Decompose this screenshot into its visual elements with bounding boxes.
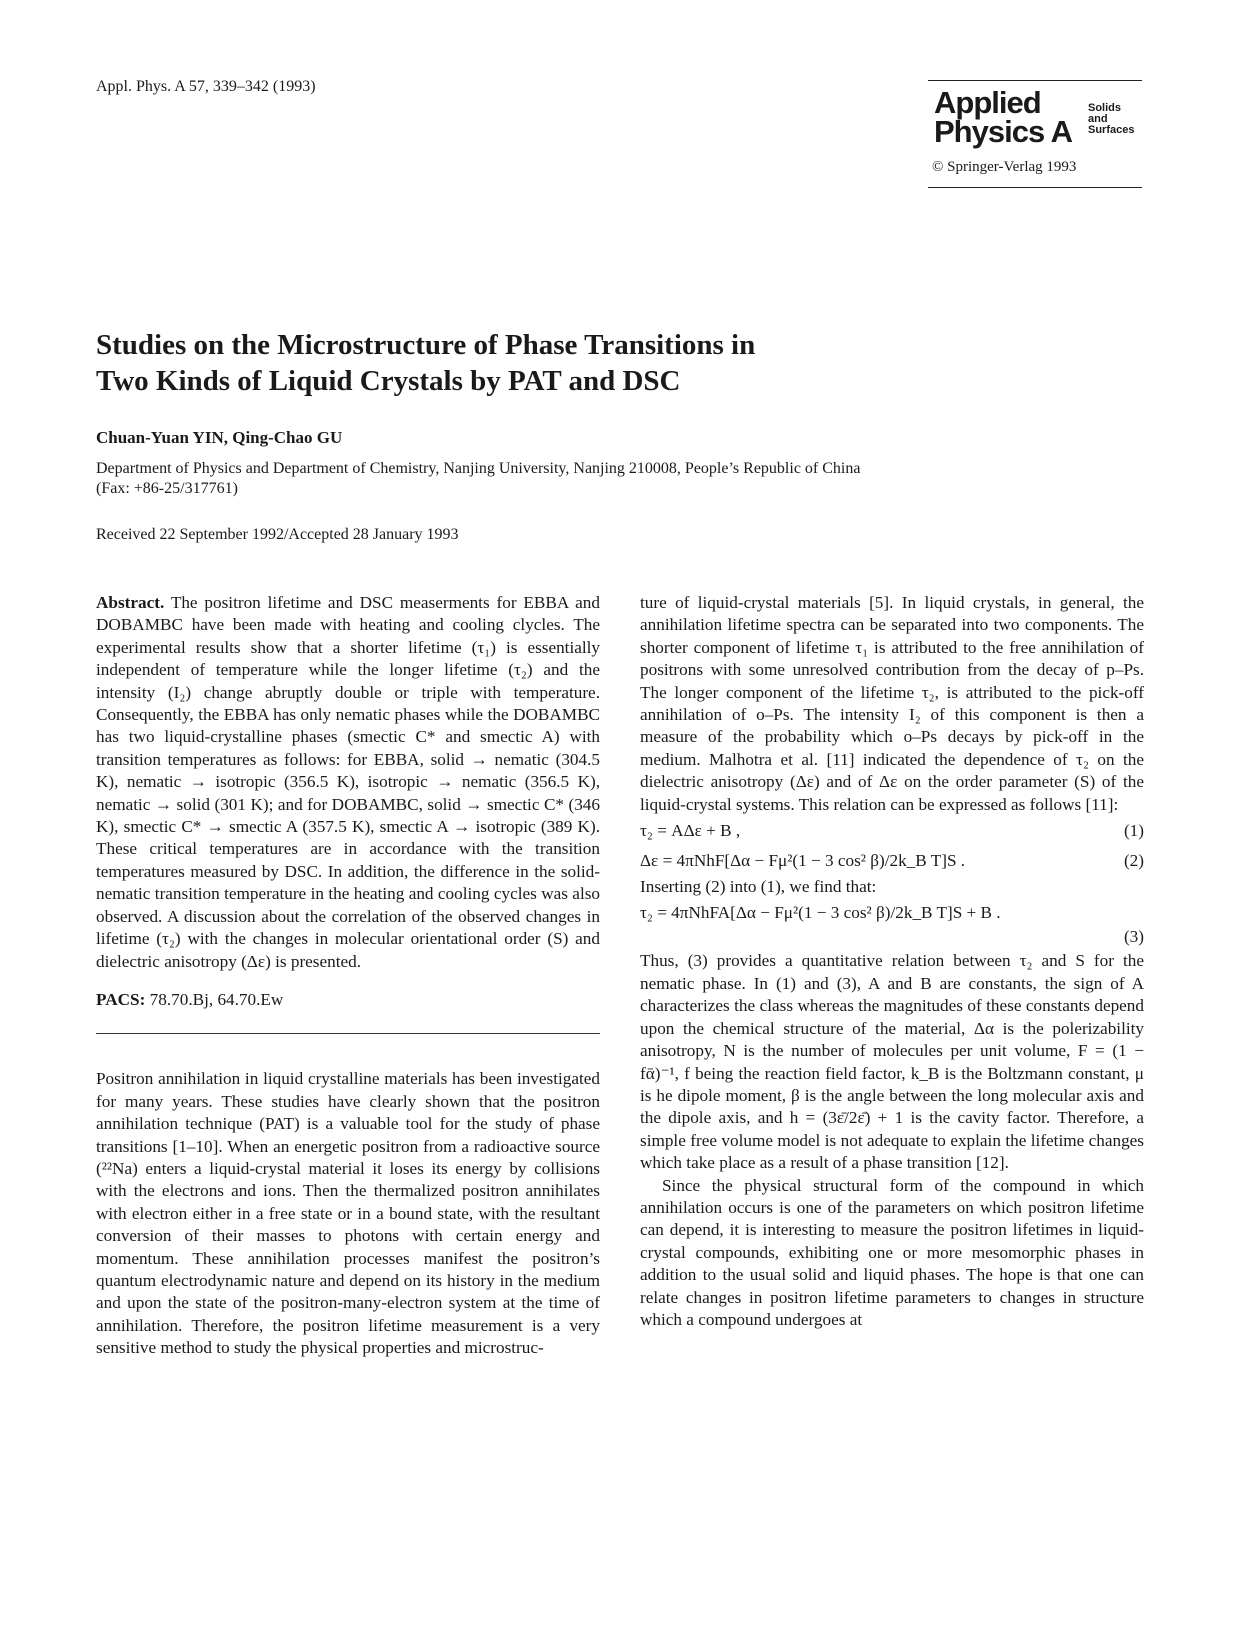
copyright: © Springer-Verlag 1993 bbox=[932, 159, 1077, 175]
paper-title bbox=[96, 327, 996, 399]
affiliation-line-2: (Fax: +86-25/317761) bbox=[96, 480, 238, 497]
abstract-label: Abstract. bbox=[96, 593, 165, 612]
equation-1-body: τ₂ = AΔε + B , bbox=[640, 821, 741, 841]
body-paragraph-1: ture of liquid-crystal materials [5]. In liquid crystals, in general, the annihilation lifetime spectra can be separated into two components. The shorter component of lifetime τ₁ is attributed to the free annihilation of positrons with some unresolved contribution from the decay of p–Ps. The longer component of the lifetime τ₂, is attributed to the pick-off annihilation of o–Ps. The intensity I₂ of this component is then a measure of the probability which o–Ps decays by pick-off in the medium. Malhotra et al. [11] indicated the dependence of τ₂ on the dielectric anisotropy (Δε) and of Δε on the order parameter (S) of the liquid-crystal systems. This relation can be expressed as follows [11]: bbox=[640, 593, 1144, 814]
journal-logo bbox=[928, 80, 1142, 188]
left-column bbox=[96, 592, 600, 1360]
equation-2-body: Δε = 4πNhF[Δα − Fμ²(1 − 3 cos² β)/2k_B T]S . bbox=[640, 851, 966, 871]
received-date: Received 22 September 1992/Accepted 28 January 1993 bbox=[96, 526, 459, 543]
affiliation bbox=[96, 459, 1096, 499]
journal-section-1: Solids bbox=[1088, 102, 1122, 114]
section-divider bbox=[96, 1033, 600, 1034]
equation-3-number: (3) bbox=[1123, 927, 1144, 947]
journal-section-3: Surfaces bbox=[1088, 124, 1135, 136]
journal-name-line2: Physics A bbox=[934, 114, 1073, 149]
equation-2 bbox=[640, 846, 1144, 876]
abstract-text: The positron lifetime and DSC measerments for EBBA and DOBAMBC have been made with heating and cooling clycles. The experimental results show that a shorter lifetime (τ₁) is essentially independent of temperature while the longer lifetime (τ₂) and the intensity (I₂) change abruptly double or triple with temperature. Consequently, the EBBA has only nematic phases while the DOBAMBC has two liquid-crystalline phases (smectic C* and smectic A) with transition temperatures as follows: for EBBA, solid → nematic (304.5 K), nematic → isotropic (356.5 K), isotropic → nematic (356.5 K), nematic → solid (301 K); and for DOBAMBC, solid → smectic C* (346 K), smectic C* → smectic A (357.5 K), smectic A → isotropic (389 K). These critical temperatures are in accordance with the transition temperatures measured by DSC. In addition, the difference in the solid-nematic transition temperature in the heating and cooling cycles was also observed. A discussion about the correlation of the observed changes in lifetime (τ₂) with the changes in molecular orientational order (S) and dielectric anisotropy (Δε) is presented. bbox=[96, 593, 600, 971]
equation-1-number: (1) bbox=[1123, 821, 1144, 841]
title-line-2: Two Kinds of Liquid Crystals by PAT and DSC bbox=[96, 365, 681, 397]
journal-section-2: and bbox=[1088, 113, 1108, 125]
pacs-value: 78.70.Bj, 64.70.Ew bbox=[149, 989, 284, 1009]
equation-2-number: (2) bbox=[1123, 851, 1144, 871]
equation-lead-in: Inserting (2) into (1), we find that: bbox=[640, 877, 877, 897]
body-paragraph-3: Since the physical structural form of the compound in which annihilation occurs is one of the parameters on which positron lifetime can depend, it is interesting to measure the positron lifetimes in liquid-crystal compounds, exhibiting one or more mesomorphic phases in addition to the usual solid and liquid phases. The hope is that one can relate changes in positron lifetime parameters to changes in structure which a compound undergoes at bbox=[640, 1175, 1144, 1329]
journal-name-line1: Applied bbox=[934, 85, 1041, 120]
intro-paragraph: Positron annihilation in liquid crystalline materials has been investigated for many years. These studies have clearly shown that the positron annihilation technique (PAT) is a valuable tool for the study of phase transitions [1–10]. When an energetic positron from a radioactive source (²²Na) enters a liquid-crystal material it loses its energy by collisions with the electrons and ions. Then the thermalized positron annihilates with electron either in a free state or in a bound state, with the resultant conversion of their masses to photons with certain energy and momentum. These annihilation processes manifest the positron’s quantum electrodynamic nature and depend on its history in the medium and upon the state of the positron-many-electron system at the time of annihilation. Therefore, the positron lifetime measurement is a very sensitive method to study the physical properties and microstruc- bbox=[96, 1069, 600, 1358]
body-paragraph-2: Thus, (3) provides a quantitative relation between τ₂ and S for the nematic phase. In (1) and (3), A and B are constants, the sign of A characterizes the class whereas the magnitudes of these constants depend upon the chemical structure of the material, Δα is the polerizability anisotropy, N is the number of molecules per unit volume, F = (1 − fᾱ)⁻¹, f being the reaction field factor, k_B is the Boltzmann constant, μ is he dipole moment, β is the angle between the long molecular axis and the dipole axis, and h = (3ε̄/2ε̄) + 1 is the cavity factor. Therefore, a simple free volume model is not adequate to explain the lifetime changes which take place as a result of a phase transition [12]. bbox=[640, 951, 1144, 1173]
pacs-label: PACS: bbox=[96, 989, 146, 1009]
abstract bbox=[96, 592, 600, 973]
affiliation-line-1: Department of Physics and Department of Chemistry, Nanjing University, Nanjing 210008, People’s Republic of China bbox=[96, 460, 861, 477]
equation-3 bbox=[640, 898, 1144, 950]
equation-3-body: τ₂ = 4πNhFA[Δα − Fμ²(1 − 3 cos² β)/2k_B T]S + B . bbox=[640, 903, 1001, 923]
right-column bbox=[640, 592, 1144, 1331]
authors: Chuan-Yuan YIN, Qing-Chao GU bbox=[96, 428, 343, 447]
title-line-1: Studies on the Microstructure of Phase Transitions in bbox=[96, 329, 756, 361]
journal-citation: Appl. Phys. A 57, 339–342 (1993) bbox=[96, 78, 316, 95]
equation-1 bbox=[640, 816, 1144, 846]
pacs bbox=[96, 989, 600, 1011]
